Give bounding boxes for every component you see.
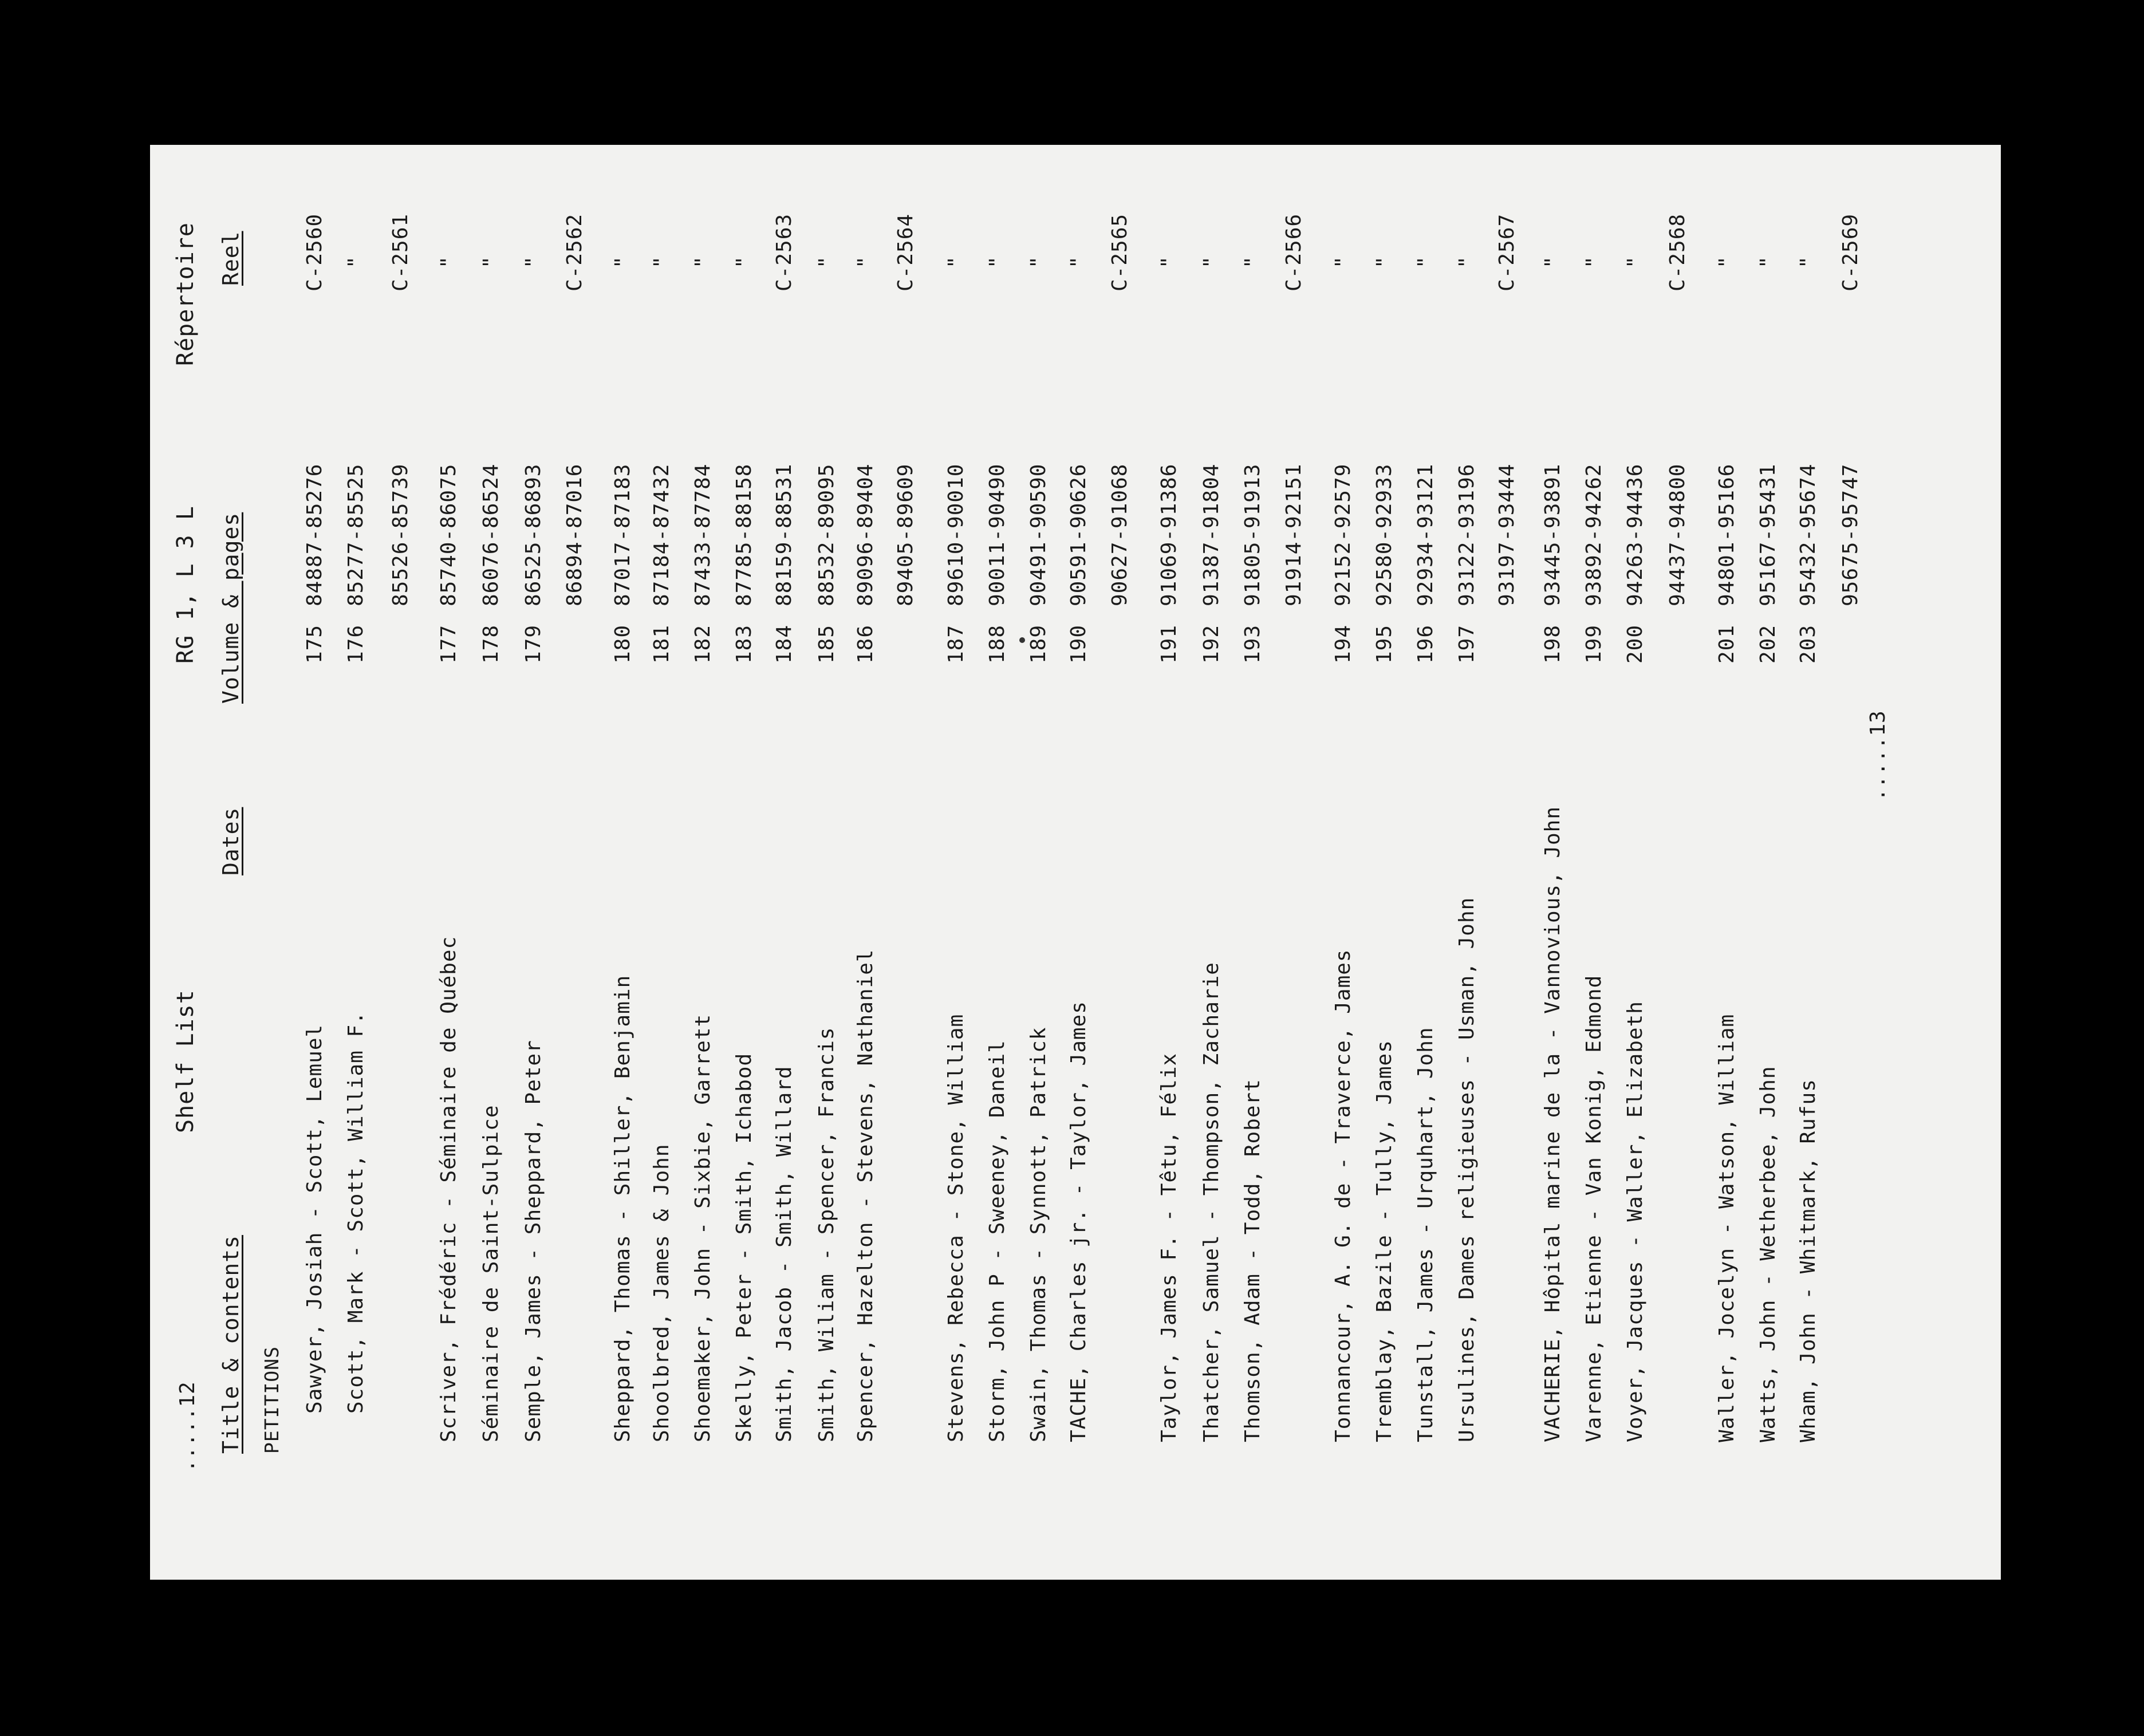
row-reel: " <box>691 255 715 269</box>
row-title: Semple, James - Sheppard, Peter <box>522 1040 545 1442</box>
row-reel: " <box>1027 255 1050 269</box>
table-row <box>523 145 546 1580</box>
row-reel: " <box>1715 255 1739 269</box>
row-volume: 191 <box>1157 624 1181 664</box>
row-pages: 91914-92151 <box>1282 463 1306 606</box>
row-reel: " <box>1582 255 1606 269</box>
row-pages: 92934-93121 <box>1414 463 1437 606</box>
row-pages: 88159-88531 <box>773 463 796 606</box>
row-volume: 196 <box>1414 624 1437 664</box>
table-row <box>1543 145 1566 1580</box>
row-pages: 95167-95431 <box>1756 463 1780 606</box>
row-pages: 89405-89609 <box>894 463 917 606</box>
row-reel: " <box>1200 255 1223 269</box>
row-title: Sheppard, Thomas - Shiller, Benjamin <box>611 974 634 1442</box>
row-pages: 87017-87183 <box>611 463 634 606</box>
row-reel: " <box>1455 255 1479 269</box>
table-row <box>1028 145 1051 1580</box>
row-pages: 95675-95747 <box>1839 463 1862 606</box>
row-volume: 179 <box>522 624 545 664</box>
row-title: VACHERIE, Hôpital marine de la - Vannovious, John <box>1541 806 1564 1442</box>
row-reel: C-2563 <box>773 213 796 291</box>
row-pages: 87184-87432 <box>650 463 673 606</box>
row-volume: 180 <box>611 624 634 664</box>
row-pages: 93122-93196 <box>1455 463 1479 606</box>
table-row <box>1717 145 1740 1580</box>
row-reel: " <box>437 255 460 269</box>
table-row <box>896 145 919 1580</box>
row-pages: 90011-90490 <box>986 463 1009 606</box>
row-pages: 92152-92579 <box>1331 463 1355 606</box>
row-pages: 87785-88158 <box>732 463 756 606</box>
row-volume: 184 <box>773 624 796 664</box>
row-pages: 86894-87016 <box>563 463 586 606</box>
row-volume: 182 <box>691 624 715 664</box>
row-pages: 85277-85525 <box>344 463 368 606</box>
record-group-label: RG 1, L 3 L <box>172 506 199 664</box>
table-row <box>693 145 716 1580</box>
row-pages: 92580-92933 <box>1373 463 1396 606</box>
row-volume: 193 <box>1241 624 1264 664</box>
table-row <box>987 145 1010 1580</box>
row-title: Scott, Mark - Scott, William F. <box>344 1011 368 1414</box>
row-volume: 189 <box>1027 624 1050 664</box>
row-title: Watts, John - Wetherbee, John <box>1756 1066 1780 1442</box>
row-pages: 89096-89404 <box>854 463 877 606</box>
row-reel: " <box>732 255 756 269</box>
table-row <box>946 145 969 1580</box>
row-pages: 90591-90626 <box>1067 463 1090 606</box>
row-reel: " <box>1331 255 1355 269</box>
row-volume: 188 <box>986 624 1009 664</box>
section-heading: PETITIONS <box>261 1346 283 1454</box>
row-volume: 183 <box>732 624 756 664</box>
table-row <box>481 145 504 1580</box>
table-row <box>1497 145 1520 1580</box>
row-title: Ursulines, Dames religieuses - Usman, John <box>1455 897 1479 1442</box>
row-volume: 181 <box>650 624 673 664</box>
row-reel: " <box>815 255 838 269</box>
row-reel: " <box>944 255 968 269</box>
row-reel: C-2568 <box>1666 213 1689 291</box>
row-volume: 185 <box>815 624 838 664</box>
row-pages: 90491-90590 <box>1027 463 1050 606</box>
row-reel: C-2562 <box>563 213 586 291</box>
row-title: Séminaire de Saint-Sulpice <box>479 1104 503 1442</box>
row-title: Scriver, Frédéric - Séminaire de Québec <box>437 936 460 1442</box>
row-pages: 86076-86524 <box>479 463 503 606</box>
column-volume-pages: Volume & pages <box>218 512 243 704</box>
row-volume: 197 <box>1455 624 1479 664</box>
row-reel: C-2560 <box>303 213 326 291</box>
row-title: Spencer, Hazelton - Stevens, Nathaniel <box>854 949 877 1442</box>
page-number-previous: .....12 <box>176 1381 199 1472</box>
row-reel: C-2567 <box>1495 213 1519 291</box>
table-row <box>1798 145 1821 1580</box>
table-row <box>1069 145 1091 1580</box>
table-row <box>1284 145 1307 1580</box>
table-row <box>1668 145 1690 1580</box>
row-title: Wham, John - Whitmark, Rufus <box>1796 1079 1820 1442</box>
row-title: Shoolbred, James & John <box>650 1143 673 1442</box>
row-reel: " <box>1796 255 1820 269</box>
row-pages: 93445-93891 <box>1541 463 1564 606</box>
table-row <box>391 145 413 1580</box>
row-pages: 88532-89095 <box>815 463 838 606</box>
row-pages: 84887-85276 <box>303 463 326 606</box>
row-reel: " <box>1373 255 1396 269</box>
row-title: Stevens, Rebecca - Stone, William <box>944 1013 968 1442</box>
row-title: Skelly, Peter - Smith, Ichabod <box>732 1052 756 1442</box>
row-pages: 94801-95166 <box>1715 463 1739 606</box>
row-pages: 91069-91386 <box>1157 463 1181 606</box>
rotated-shelf-list <box>150 145 2001 1580</box>
row-title: Storm, John P - Sweeney, Daneil <box>986 1040 1009 1442</box>
row-volume: 195 <box>1373 624 1396 664</box>
row-title: Tremblay, Bazile - Tully, James <box>1373 1040 1396 1442</box>
row-reel: " <box>854 255 877 269</box>
row-volume: 190 <box>1067 624 1090 664</box>
row-volume: 175 <box>303 624 326 664</box>
table-row <box>1457 145 1480 1580</box>
table-row <box>1625 145 1648 1580</box>
row-pages: 94263-94436 <box>1623 463 1647 606</box>
table-row <box>565 145 588 1580</box>
row-title: TACHE, Charles jr. - Taylor, James <box>1067 1001 1090 1442</box>
row-volume: 187 <box>944 624 968 664</box>
row-reel: " <box>1067 255 1090 269</box>
row-volume: 192 <box>1200 624 1223 664</box>
row-title: Tonnancour, A. G. de - Traverce, James <box>1331 949 1355 1442</box>
table-row <box>1374 145 1397 1580</box>
column-reel: Reel <box>218 231 243 286</box>
table-row <box>1201 145 1224 1580</box>
table-row <box>817 145 840 1580</box>
table-row <box>1243 145 1266 1580</box>
row-title: Thatcher, Samuel - Thompson, Zacharie <box>1200 962 1223 1442</box>
row-title: Smith, Wiliam - Spencer, Francis <box>815 1027 838 1442</box>
row-reel: C-2565 <box>1108 213 1132 291</box>
table-row <box>1110 145 1133 1580</box>
row-reel: C-2569 <box>1839 213 1862 291</box>
row-title: Sawyer, Josiah - Scott, Lemuel <box>303 1024 326 1414</box>
row-reel: " <box>1623 255 1647 269</box>
row-volume: 200 <box>1623 624 1647 664</box>
table-row <box>774 145 797 1580</box>
shelf-list-heading: Shelf List <box>172 989 199 1133</box>
table-row <box>439 145 462 1580</box>
row-pages: 91387-91804 <box>1200 463 1223 606</box>
table-row <box>856 145 878 1580</box>
row-title: Thomson, Adam - Todd, Robert <box>1241 1079 1264 1442</box>
column-title-contents: Title & contents <box>218 1234 243 1454</box>
table-row <box>1416 145 1438 1580</box>
row-title: Taylor, James F. - Têtu, Félix <box>1157 1052 1181 1442</box>
page-number-next: .....13 <box>1866 710 1890 801</box>
row-pages: 85740-86075 <box>437 463 460 606</box>
row-title: Swain, Thomas - Synnott, Patrick <box>1027 1027 1050 1442</box>
table-row <box>613 145 636 1580</box>
row-volume: 202 <box>1756 624 1780 664</box>
row-volume: 198 <box>1541 624 1564 664</box>
row-volume: 176 <box>344 624 368 664</box>
row-pages: 87433-87784 <box>691 463 715 606</box>
row-reel: " <box>1157 255 1181 269</box>
row-volume: 186 <box>854 624 877 664</box>
row-pages: 93892-94262 <box>1582 463 1606 606</box>
row-volume: 203 <box>1796 624 1820 664</box>
repertoire-heading: Répertoire <box>172 222 199 366</box>
row-pages: 90627-91068 <box>1108 463 1132 606</box>
scanned-page <box>150 145 2001 1580</box>
table-row <box>1584 145 1607 1580</box>
row-pages: 89610-90010 <box>944 463 968 606</box>
table-row <box>734 145 757 1580</box>
row-reel: " <box>1241 255 1264 269</box>
row-pages: 95432-95674 <box>1796 463 1820 606</box>
row-title: Shoemaker, John - Sixbie, Garrett <box>691 1013 715 1442</box>
table-row <box>1159 145 1182 1580</box>
row-reel: " <box>650 255 673 269</box>
table-row <box>1758 145 1781 1580</box>
row-pages: 94437-94800 <box>1666 463 1689 606</box>
row-title: Tunstall, James - Urquhart, John <box>1414 1027 1437 1442</box>
row-volume: 201 <box>1715 624 1739 664</box>
row-pages: 93197-93444 <box>1495 463 1519 606</box>
row-title: Voyer, Jacques - Waller, Elizabeth <box>1623 1001 1647 1442</box>
row-reel: " <box>1414 255 1437 269</box>
row-title: Smith, Jacob - Smith, Willard <box>773 1066 796 1442</box>
row-volume: 199 <box>1582 624 1606 664</box>
row-reel: C-2566 <box>1282 213 1306 291</box>
row-reel: " <box>479 255 503 269</box>
row-pages: 85526-85739 <box>389 463 412 606</box>
row-reel: " <box>1756 255 1780 269</box>
table-row <box>1840 145 1863 1580</box>
table-row <box>346 145 369 1580</box>
film-speck <box>1019 637 1025 643</box>
row-pages: 86525-86893 <box>522 463 545 606</box>
table-row <box>305 145 328 1580</box>
row-pages: 91805-91913 <box>1241 463 1264 606</box>
row-reel: " <box>986 255 1009 269</box>
row-reel: " <box>522 255 545 269</box>
column-dates: Dates <box>218 807 243 875</box>
row-reel: " <box>1541 255 1564 269</box>
row-title: Varenne, Etienne - Van Konig, Edmond <box>1582 974 1606 1442</box>
row-volume: 194 <box>1331 624 1355 664</box>
row-reel: C-2561 <box>389 213 412 291</box>
row-reel: " <box>611 255 634 269</box>
row-volume: 177 <box>437 624 460 664</box>
row-title: Waller, Jocelyn - Watson, William <box>1715 1013 1739 1442</box>
row-volume: 178 <box>479 624 503 664</box>
table-row <box>652 145 675 1580</box>
row-reel: " <box>344 255 368 269</box>
row-reel: C-2564 <box>894 213 917 291</box>
table-row <box>1333 145 1356 1580</box>
